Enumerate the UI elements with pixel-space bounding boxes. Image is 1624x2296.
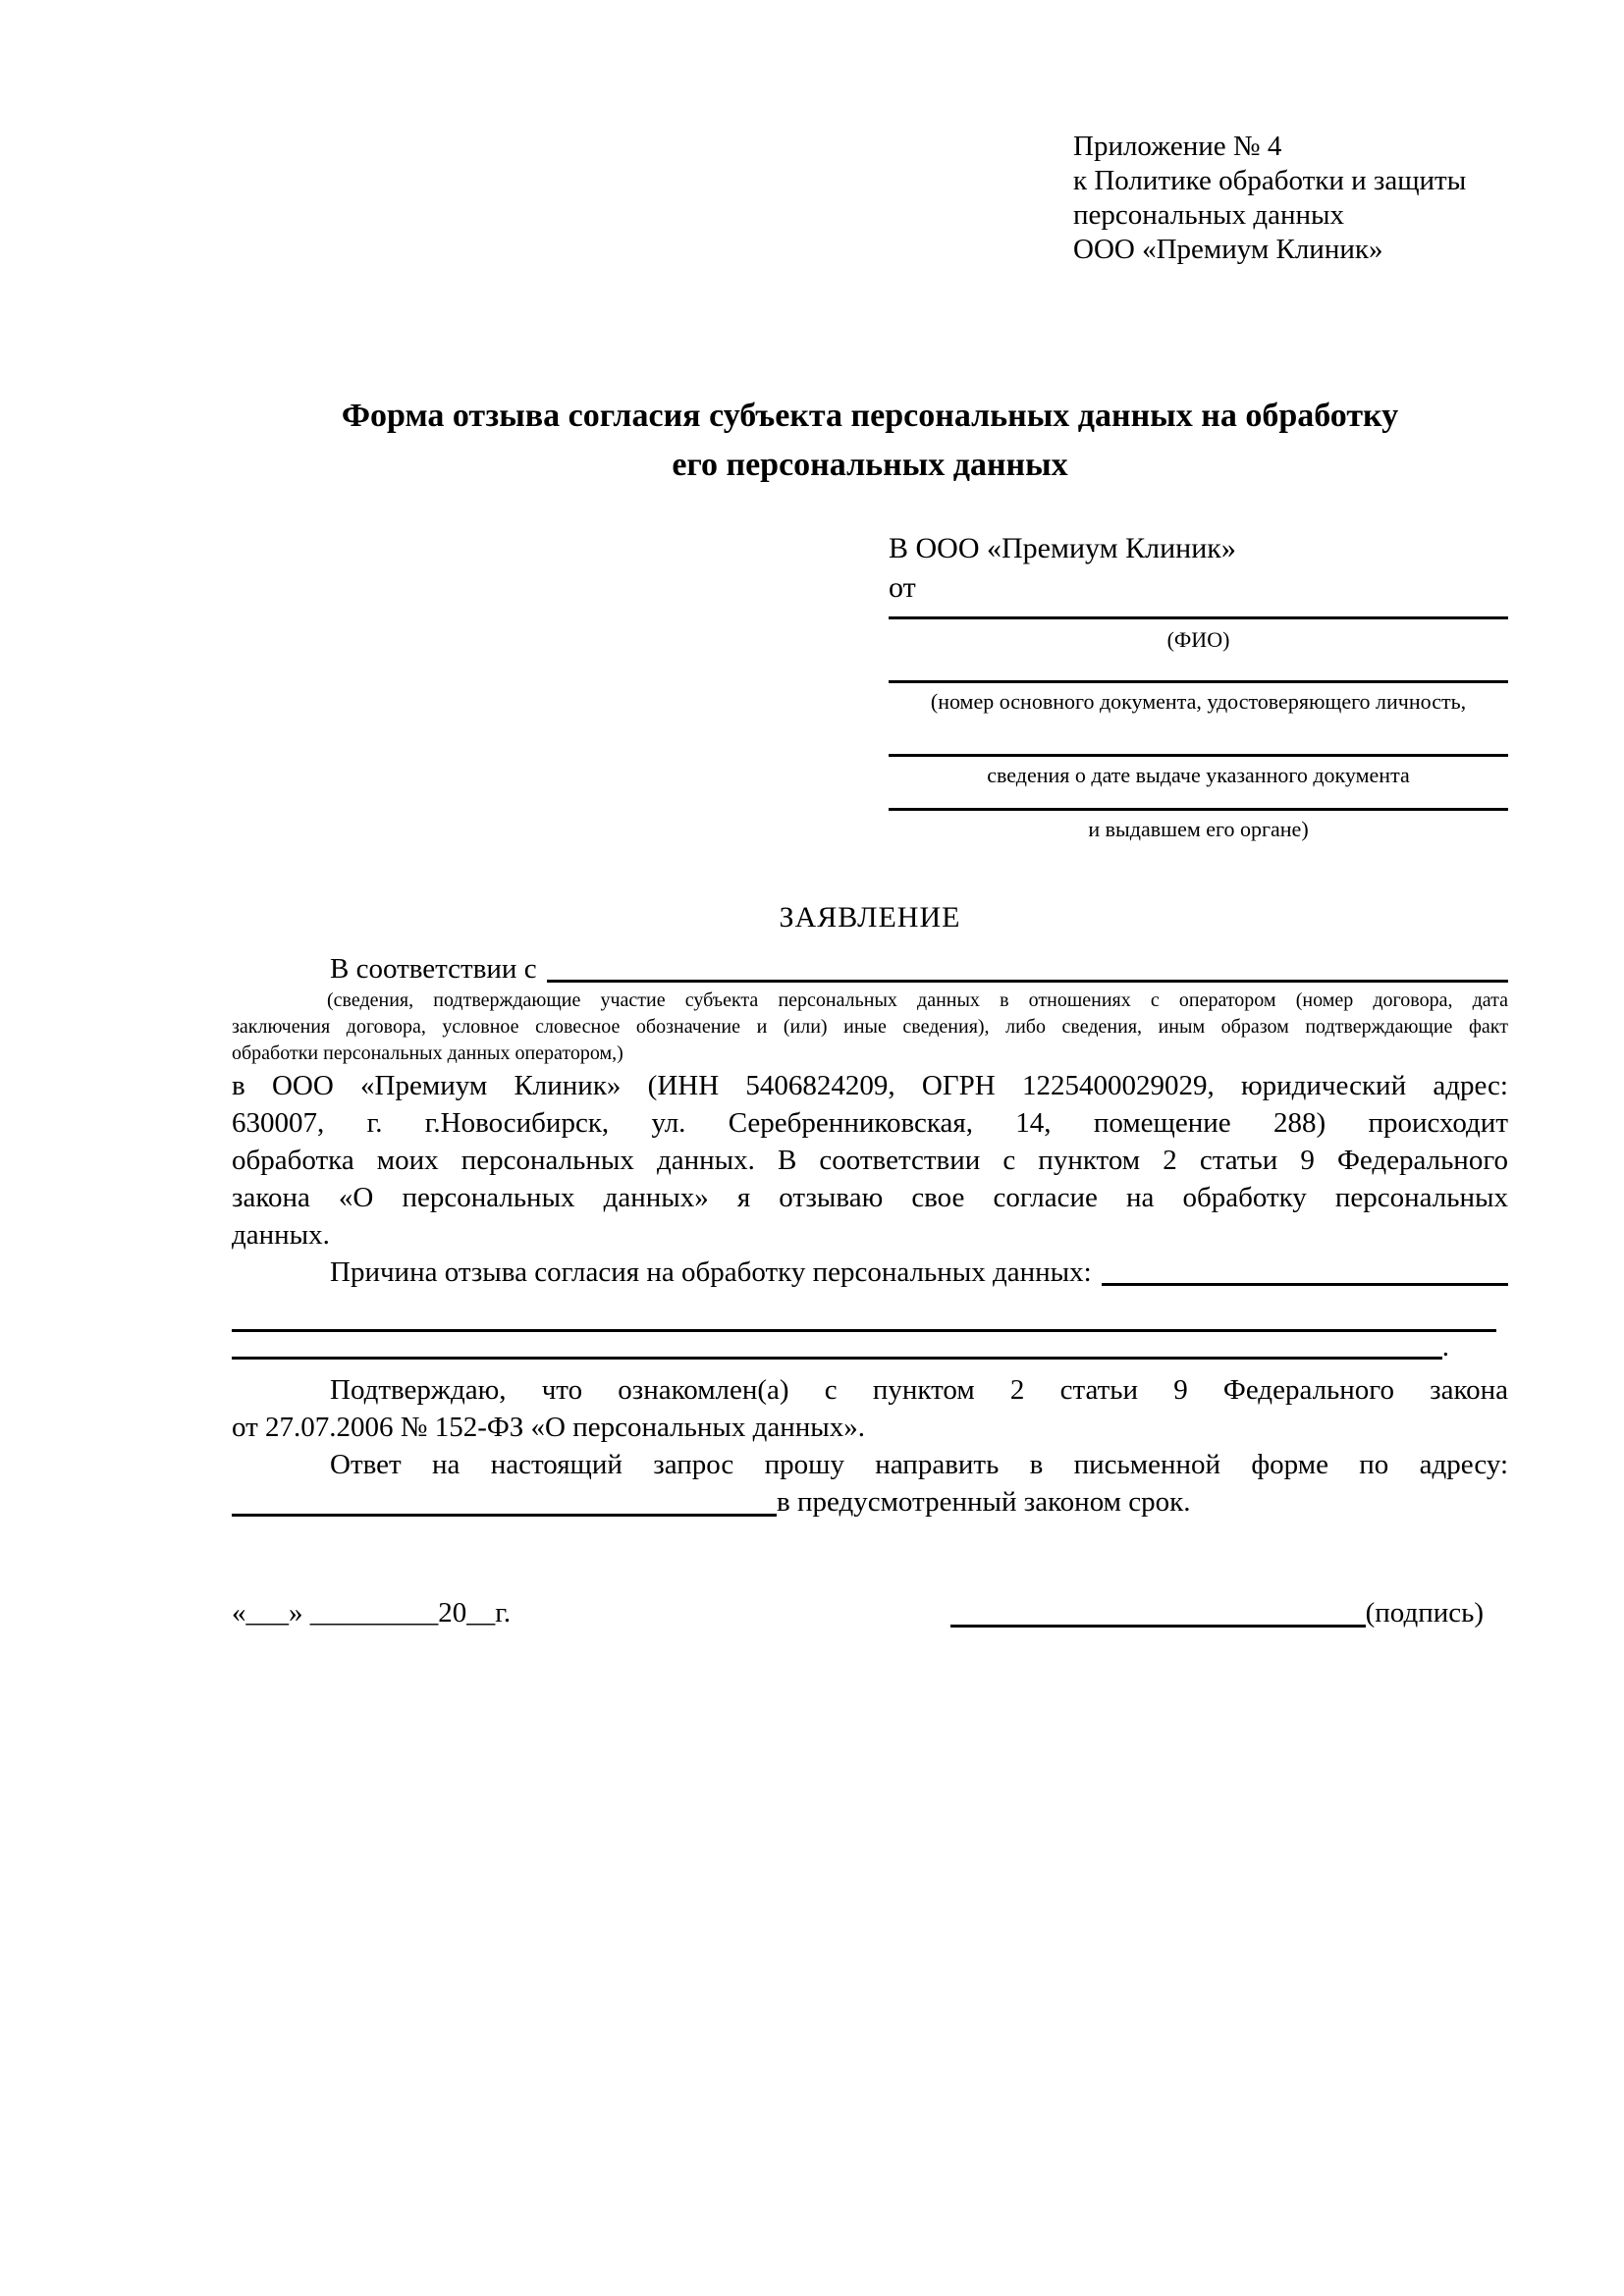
date-signature-row — [232, 1593, 1508, 1632]
basis-row — [232, 950, 1508, 988]
reason-blank-row-3 — [232, 1332, 1449, 1362]
reason-blank-line-3 — [232, 1332, 1442, 1360]
basis-label: В соответствии с — [330, 953, 537, 985]
body-line: 630007, г. г.Новосибирск, ул. Серебренниковская, 14, помещение 288) происходит — [232, 1107, 1508, 1139]
appendix-line: Приложение № 4 — [1073, 131, 1282, 162]
appendix-line: персональных данных — [1073, 199, 1345, 231]
issue-date-caption: сведения о дате выдаче указанного документа — [987, 763, 1410, 787]
reply-suffix: в предусмотренный законом срок. — [777, 1486, 1191, 1518]
reason-blank-line — [1102, 1254, 1508, 1286]
statement-heading: ЗАЯВЛЕНИЕ — [779, 901, 961, 934]
period-after-blank: . — [1441, 1331, 1449, 1362]
fio-blank-line — [889, 616, 1508, 619]
document-title-line: Форма отзыва согласия субъекта персональных данных на обработку — [341, 398, 1399, 434]
addressee-from-label: от — [889, 571, 916, 604]
basis-footnote — [232, 988, 1508, 1067]
signature-caption: (подпись) — [1365, 1597, 1484, 1629]
reply-address-row — [232, 1483, 1508, 1521]
signature-group — [950, 1593, 1484, 1632]
date-blank: «___» _________20__г. — [232, 1597, 512, 1629]
statement-body — [232, 1067, 1508, 1254]
footnote-line: (сведения, подтверждающие участие субъекта персональных данных в отношениях с оператором (номер договора, дата — [327, 989, 1508, 1011]
document-title-line: его персональных данных — [672, 447, 1068, 483]
issuing-authority-blank-line — [889, 808, 1508, 811]
addressee-to: В ООО «Премиум Клиник» — [889, 532, 1236, 564]
appendix-note — [1073, 130, 1508, 267]
confirmation-line: Подтверждаю, что ознакомлен(а) с пунктом 2 статьи 9 Федерального закона — [330, 1374, 1508, 1406]
body-line: данных. — [232, 1219, 330, 1251]
reason-row — [232, 1254, 1508, 1291]
body-line: обработка моих персональных данных. В соответствии с пунктом 2 статьи 9 Федерального — [232, 1145, 1508, 1176]
document-number-blank-line — [889, 680, 1508, 683]
appendix-line: к Политике обработки и защиты — [1073, 165, 1467, 196]
confirmation-line: от 27.07.2006 № 152-ФЗ «О персональных данных». — [232, 1412, 866, 1443]
body-line: закона «О персональных данных» я отзываю свое согласие на обработку персональных — [232, 1182, 1508, 1213]
footnote-line: обработки персональных данных оператором,) — [232, 1042, 623, 1064]
reply-request-line: Ответ на настоящий запрос прошу направить в письменной форме по адресу: — [330, 1449, 1508, 1480]
document-number-caption: (номер основного документа, удостоверяющего личность, — [930, 689, 1467, 714]
basis-blank-line — [547, 950, 1508, 983]
issue-date-blank-line — [889, 754, 1508, 757]
signature-blank-line — [950, 1593, 1366, 1628]
document-title — [232, 392, 1508, 490]
footnote-line: заключения договора, условное словесное обозначение и (или) иные сведения), либо сведения, иным образом подтверждающие факт — [232, 1016, 1508, 1038]
addressee-block — [889, 529, 1508, 842]
reason-label: Причина отзыва согласия на обработку персональных данных: — [330, 1256, 1092, 1288]
issuing-authority-caption: и выдавшем его органе) — [1088, 817, 1309, 841]
fio-caption: (ФИО) — [1166, 627, 1230, 652]
confirmation-paragraph — [232, 1371, 1508, 1446]
appendix-line: ООО «Премиум Клиник» — [1073, 234, 1383, 265]
address-blank-line — [232, 1483, 777, 1517]
body-line: в ООО «Премиум Клиник» (ИНН 5406824209, ОГРН 1225400029029, юридический адрес: — [232, 1070, 1508, 1101]
